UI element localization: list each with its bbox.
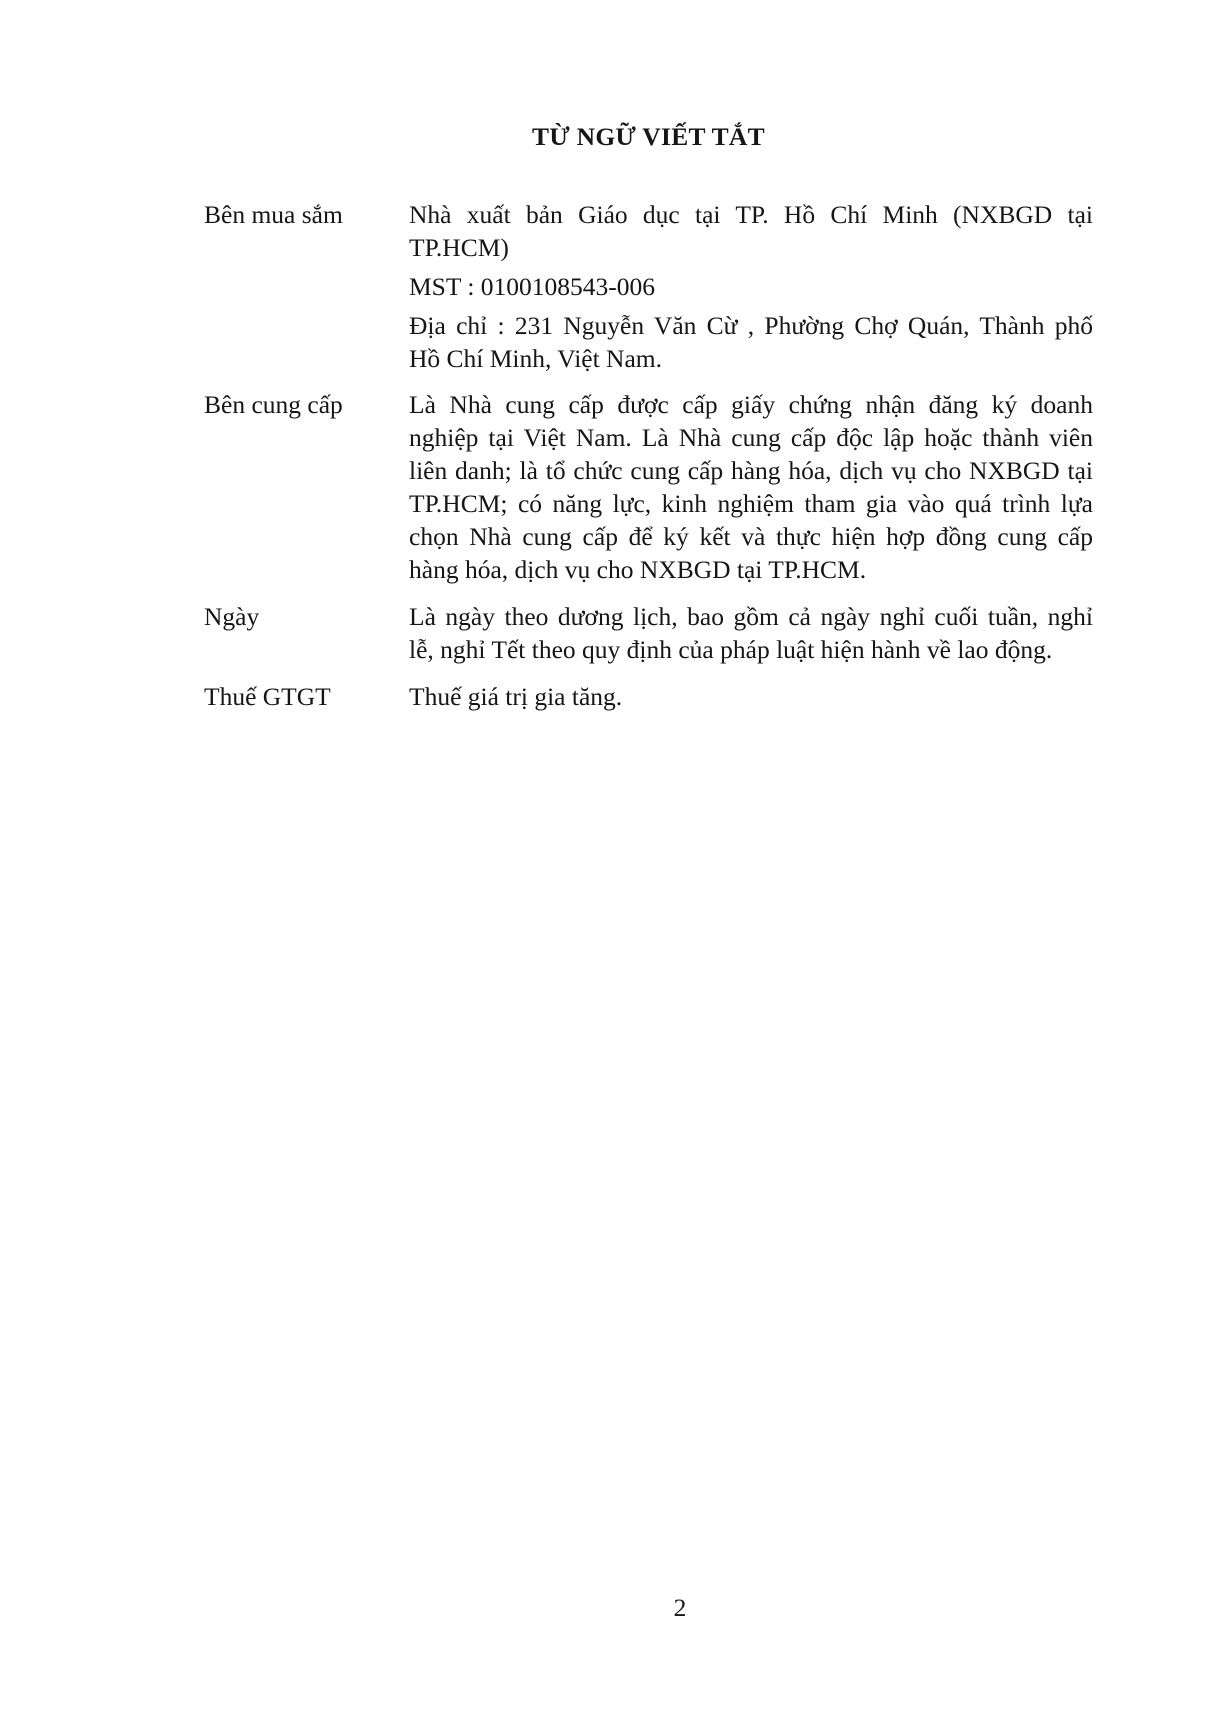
definition-line: TP.HCM) <box>409 233 509 262</box>
term-definition <box>409 388 1093 586</box>
definition-line: lễ, nghỉ Tết theo quy định của pháp luật hiện hành về lao động. <box>409 635 1053 664</box>
definition-paragraph <box>409 198 1093 264</box>
definition-line: hàng hóa, dịch vụ cho NXBGD tại TP.HCM. <box>409 555 867 584</box>
term-label: Bên cung cấp <box>204 390 343 419</box>
definition-line: TP.HCM; có năng lực, kinh nghiệm tham gia vào quá trình lựa <box>409 489 1093 518</box>
page-number: 2 <box>673 1593 687 1622</box>
definition-line: Nhà xuất bản Giáo dục tại TP. Hồ Chí Minh (NXBGD tại <box>409 200 1093 229</box>
address-line: Địa chỉ : 231 Nguyễn Văn Cừ , Phường Chợ Quán, Thành phố <box>409 311 1093 340</box>
definition-line: chọn Nhà cung cấp để ký kết và thực hiện hợp đồng cung cấp <box>409 522 1093 551</box>
definition-line: Là ngày theo dương lịch, bao gồm cả ngày nghỉ cuối tuần, nghỉ <box>409 602 1093 631</box>
address-paragraph <box>409 309 1093 375</box>
definition-paragraph <box>409 680 1093 713</box>
term-label: Thuế GTGT <box>204 682 331 711</box>
address-line: Hồ Chí Minh, Việt Nam. <box>409 344 662 373</box>
term-definition <box>409 198 1093 375</box>
definition-line: Là Nhà cung cấp được cấp giấy chứng nhận đăng ký doanh <box>409 390 1093 419</box>
term-label: Bên mua sắm <box>204 200 343 229</box>
definition-paragraph <box>409 600 1093 666</box>
definition-paragraph <box>409 388 1093 586</box>
term-definition <box>409 600 1093 666</box>
definition-line: Thuế giá trị gia tăng. <box>409 682 623 711</box>
page-title: TỪ NGỮ VIẾT TẮT <box>532 122 765 151</box>
definition-line: liên danh; là tổ chức cung cấp hàng hóa, dịch vụ cho NXBGD tại <box>409 456 1093 485</box>
term-definition <box>409 680 1093 713</box>
tax-code-paragraph <box>409 270 1093 303</box>
tax-code-line: MST : 0100108543-006 <box>409 272 656 301</box>
definition-line: nghiệp tại Việt Nam. Là Nhà cung cấp độc lập hoặc thành viên <box>409 423 1093 452</box>
term-label: Ngày <box>204 602 260 631</box>
